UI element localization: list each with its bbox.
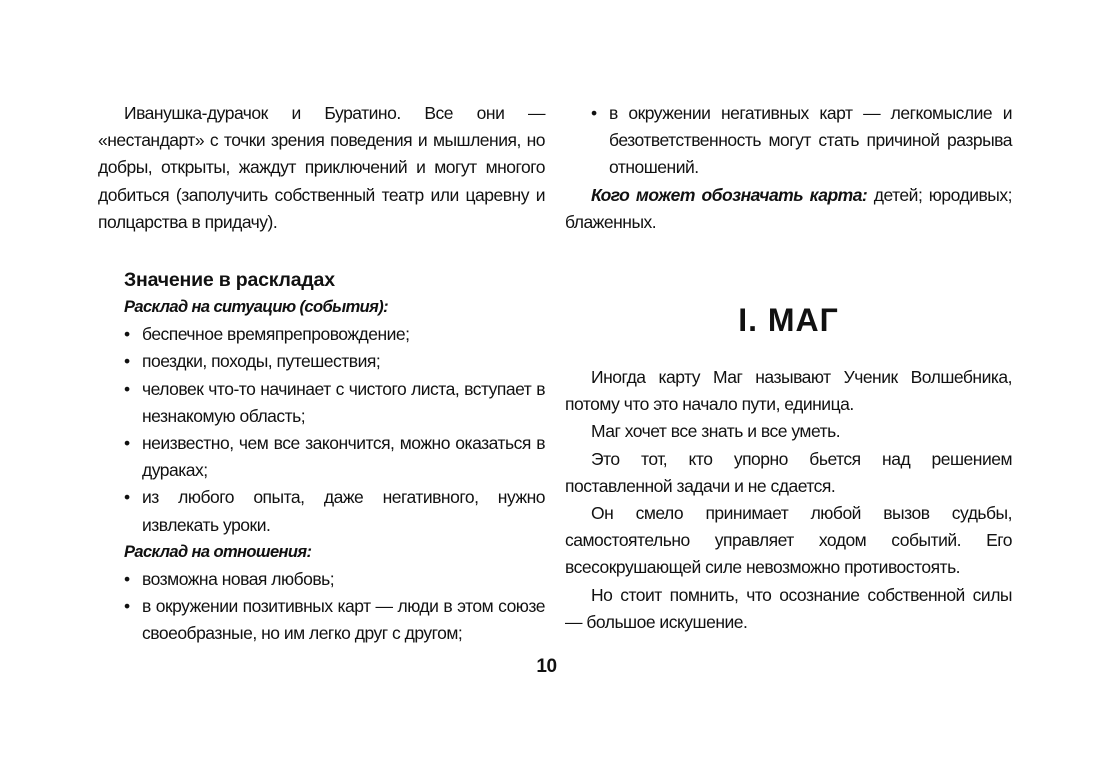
body-paragraph: Иногда карту Маг называют Ученик Волшебника, потому что это начало пути, единица.: [565, 367, 1012, 415]
bullet-icon: •: [124, 378, 130, 399]
list-item: • человек что-то начинает с чистого листа, вступает в незнакомую область;: [98, 376, 545, 430]
who-text: детей; юродивых; блаженных.: [565, 184, 1012, 232]
relations-list: [98, 566, 545, 648]
relations-list-continued: [565, 100, 1012, 182]
body-paragraph: Это тот, кто упорно бьется над решением поставленной задачи и не сдается.: [565, 448, 1012, 496]
intro-paragraph: Иванушка-дурачок и Буратино. Все они — «нестандарт» с точки зрения поведения и мышления, но добры, открыты, жаждут приключений и могут многого добиться (заполучить собственный театр или царевну и полцарства в придачу).: [98, 103, 545, 232]
bullet-icon: •: [124, 324, 130, 345]
list-item: • возможна новая любовь;: [98, 566, 545, 593]
situation-label: Расклад на ситуацию (события):: [124, 298, 389, 317]
list-item: • беспечное времяпрепровождение;: [98, 321, 545, 348]
section-heading: Значение в раскладах: [124, 269, 335, 292]
list-item: • в окружении негативных карт — легкомыслие и безответственность могут стать причиной разрыва отношений.: [565, 100, 1012, 182]
list-item: • из любого опыта, даже негативного, нужно извлекать уроки.: [98, 484, 545, 538]
body-paragraph: Но стоит помнить, что осознание собственной силы — большое искушение.: [565, 584, 1012, 632]
bullet-icon: •: [124, 596, 130, 617]
situation-list: [98, 321, 545, 539]
chapter-title: I. МАГ: [738, 302, 839, 339]
bullet-icon: •: [591, 103, 597, 123]
list-item: • в окружении позитивных карт — люди в этом союзе своеобразные, но им легко друг с другом;: [98, 593, 545, 647]
who-label: Кого может обозначать карта:: [591, 184, 868, 205]
list-item: • поездки, походы, путешествия;: [98, 348, 545, 375]
bullet-icon: •: [124, 433, 130, 454]
body-paragraph: Он смело принимает любой вызов судьбы, самостоятельно управляет ходом событий. Его всесокрушающей силе невозможно противостоять.: [565, 503, 1012, 578]
body-paragraph: Маг хочет все знать и все уметь.: [591, 421, 841, 442]
who-paragraph: [565, 182, 1012, 236]
list-item: • неизвестно, чем все закончится, можно оказаться в дураках;: [98, 430, 545, 484]
relations-label: Расклад на отношения:: [124, 542, 312, 561]
right-column: [565, 100, 1012, 636]
left-column: [98, 100, 545, 648]
bullet-icon: •: [124, 569, 130, 590]
bullet-icon: •: [124, 487, 130, 508]
bullet-icon: •: [124, 351, 130, 372]
page-number: 10: [536, 656, 557, 677]
